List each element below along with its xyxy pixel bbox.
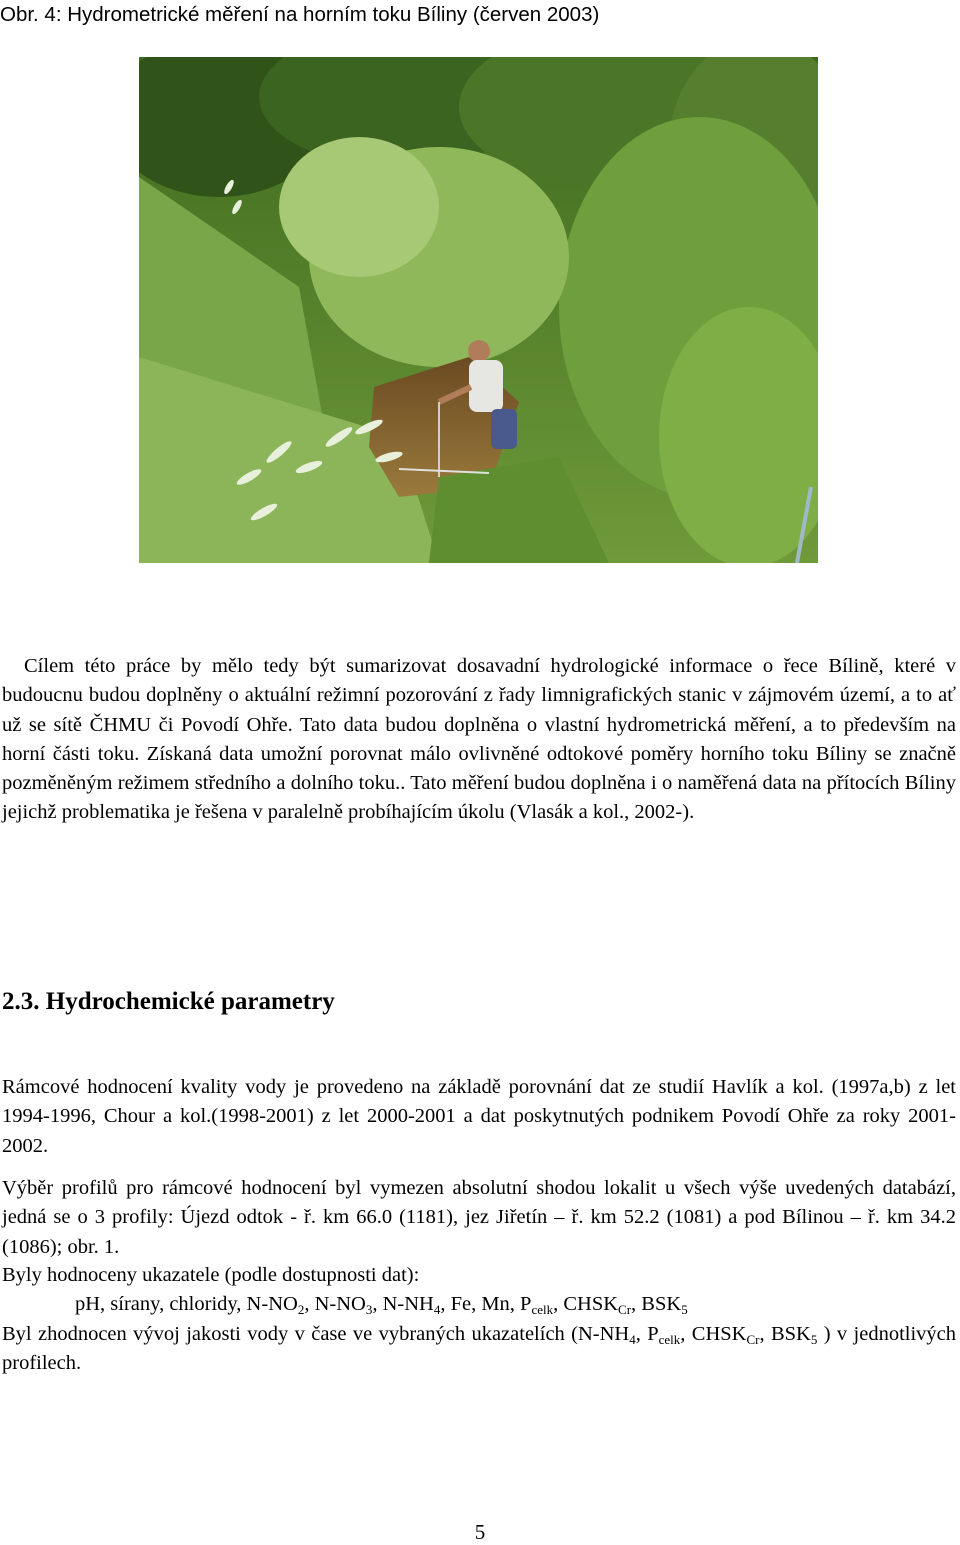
figure-caption: Obr. 4: Hydrometrické měření na horním toku Bíliny (červen 2003) xyxy=(0,3,600,26)
paragraph-assessment-data: Rámcové hodnocení kvality vody je provedeno na základě porovnání dat ze studií Havlík a kol. (1997a,b) z let 1994-1996, Chour a kol.(1998-2001) z let 2000-2001 a dat poskytnutých podnikem Povodí Ohře za roky 2001-2002. xyxy=(2,1076,956,1157)
indicators-list: pH, sírany, chloridy, $N-NO_2$, $N-NO_3$, $N-NH_4$, Fe, Mn, $P_{celk}$, $CHSK_{Cr}$, $BSK_5$ xyxy=(75,1293,688,1318)
paragraph-profile-selection: Výběr profilů pro rámcové hodnocení byl vymezen absolutní shodou lokalit u všech výše uvedených databází, jedná se o 3 profily: Újezd odtok - ř. km 66.0 (1181), jez Jiřetín – ř. km 52.2 (1081) a pod Bílinou – ř. km 34.2 (1086); obr. 1. xyxy=(2,1177,956,1258)
hydrometric-measurement-photo xyxy=(139,57,818,563)
indicators-intro: Byly hodnoceny ukazatele (podle dostupnosti dat): xyxy=(2,1264,420,1286)
section-heading: 2.3. Hydrochemické parametry xyxy=(2,988,335,1015)
indicators-evaluation: Byl zhodnocen vývoj jakosti vody v čase ve vybraných ukazatelích ($N-NH_4$, $P_{celk}$, $CHSK_{Cr}$, $BSK_5$ ) v jednotlivých profilech. xyxy=(2,1322,957,1374)
paragraph-project-goal: Cílem této práce by mělo tedy být sumarizovat dosavadní hydrologické informace o řece Bílině, které v budoucnu budou doplněny o aktuální režimní pozorování z řady limnigrafických stanic v zájmovém území, a to ať už se sítě ČHMU či Povodí Ohře. Tato data budou doplněna o vlastní hydrometrická měření, a to především na horní části toku. Získaná data umožní porovnat málo ovlivněné odtokové poměry horního toku Bíliny se značně pozměněným režimem středního a dolního toku.. Tato měření budou doplněna i o naměřená data na přítocích Bíliny jejichž problematika je řešena v paralelně probíhajícím úkolu (Vlasák a kol., 2002-). xyxy=(2,655,956,824)
page-number: 5 xyxy=(474,1520,486,1544)
indicators-block xyxy=(2,1261,956,1378)
